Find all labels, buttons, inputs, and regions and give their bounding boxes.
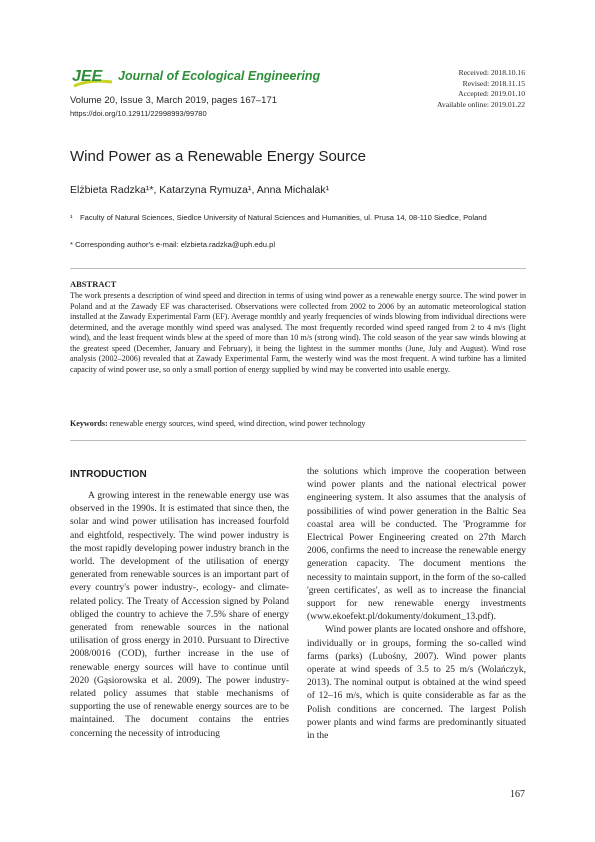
- keywords: [70, 419, 526, 428]
- paragraph: A growing interest in the renewable energy use was observed in the 1990s. It is estimated that since then, the solar and wind power utilisation has increased fourfold and eightfold, respectively. The wind power industry is the most rapidly developing power industry branch in the world. The development of the utilisation of energy generated from renewable sources is an important part of every country's power industry-, ecology- and climate-related policy. The Treaty of Accession signed by Poland obliged the country to achieve the 7.5% share of energy generated from renewable sources in the national utilisation of gross energy in 2010. Pursuant to Directive 2008/0016 (COD), further increase in the use of renewable energy sources will have to continue until 2020 (Gąsiorowska et al. 2009). The power industry-related policy assumes that stable mechanisms of supporting the use of renewable energy sources are to be maintained. The document contains the entries concerning the necessity of introducing: [70, 491, 289, 739]
- logo-text: JEE: [72, 68, 103, 85]
- body-column-right: [307, 466, 526, 743]
- keywords-list: renewable energy sources, wind speed, wind direction, wind power technology: [109, 419, 366, 428]
- affiliation-text: Faculty of Natural Sciences, Siedlce University of Natural Sciences and Humanities, ul. Prusa 14, 08-110 Siedlce, Poland: [80, 213, 487, 222]
- page-number: 167: [510, 789, 525, 800]
- body-column-left: [70, 490, 289, 741]
- divider: [70, 440, 526, 441]
- date-online: Available online: 2019.01.22: [436, 99, 525, 109]
- article-dates: [437, 68, 525, 110]
- volume-line: Volume 20, Issue 3, March 2019, pages 167–171: [70, 95, 278, 106]
- abstract-heading: ABSTRACT: [70, 279, 117, 289]
- section-heading: INTRODUCTION: [70, 469, 147, 480]
- paragraph: Wind power plants are located onshore and offshore, individually or in groups, forming the so-called wind farms (parks) (Lubośny, 2007). Wind power plants operate at wind speeds of 3.5 to 25 m/s (Wolańczyk, 2013). The nominal output is obtained at the wind speed of 12–16 m/s, which is quite considerable as far as the Polish conditions are concerned. The largest Polish power plants and wind farms are predominantly situated in the: [307, 625, 526, 742]
- divider: [70, 268, 526, 269]
- affiliation-mark: ¹: [70, 213, 73, 222]
- doi-link[interactable]: https://doi.org/10.12911/22998993/99780: [70, 109, 207, 118]
- article-title: Wind Power as a Renewable Energy Source: [70, 148, 366, 165]
- paragraph: the solutions which improve the cooperation between wind power plants and the national electrical power engineering system. It also assumes that the analysis of possibilities of wind power generation in the Baltic Sea coastal area will be conducted. The 'Programme for Electrical Power Engineering created on 27th March 2006, confirms the need to increase the renewable energy generation capacity. The document mentions the necessity to maintain support, in the form of the so-called 'green certificates', as well as to increase the financial support for new renewable energy investments (www.ekoefekt.pl/dokumenty/dokument_13.pdf).: [307, 467, 526, 623]
- affiliation: [70, 212, 526, 224]
- abstract-text: The work presents a description of wind speed and direction in terms of using wind power as a renewable energy source. The wind power in Poland and at the Zawady EF was characterised. Observations were collected from 2002 to 2006 by an automatic meteorological station installed at the Zawady Experimental Farm (EF). Average monthly and yearly frequencies of winds blowing from individual directions were determined, and the average monthly wind speed was analysed. The most frequently recorded wind speed ranged from 2 to 4 m/s (light wind), and the least frequent winds blew at the speed of more than 10 m/s (strong wind). The cold season of the year saw winds blowing at the greatest speed (December, January and February), it being the lightest in the summer months (June, July and August). Wind rose analysis (2002–2006) revealed that at Zawady Experimental Farm, the westerly wind was the most frequent. A wind turbine has a limited capacity of wind power use, so only a small portion of energy supplied by wind may be converted into usable energy.: [70, 291, 526, 374]
- date-revised: Revised: 2018.11.15: [462, 78, 525, 88]
- date-accepted: Accepted: 2019.01.10: [458, 89, 525, 98]
- article-authors: Elżbieta Radzka¹*, Katarzyna Rymuza¹, Anna Michalak¹: [70, 184, 330, 196]
- journal-logo: [70, 64, 116, 90]
- keywords-label: Keywords:: [70, 419, 108, 428]
- corresponding-author: * Corresponding author's e-mail: elzbieta.radzka@uph.edu.pl: [70, 240, 276, 249]
- journal-name: Journal of Ecological Engineering: [118, 69, 321, 83]
- date-received: Received: 2018.10.16: [458, 68, 525, 77]
